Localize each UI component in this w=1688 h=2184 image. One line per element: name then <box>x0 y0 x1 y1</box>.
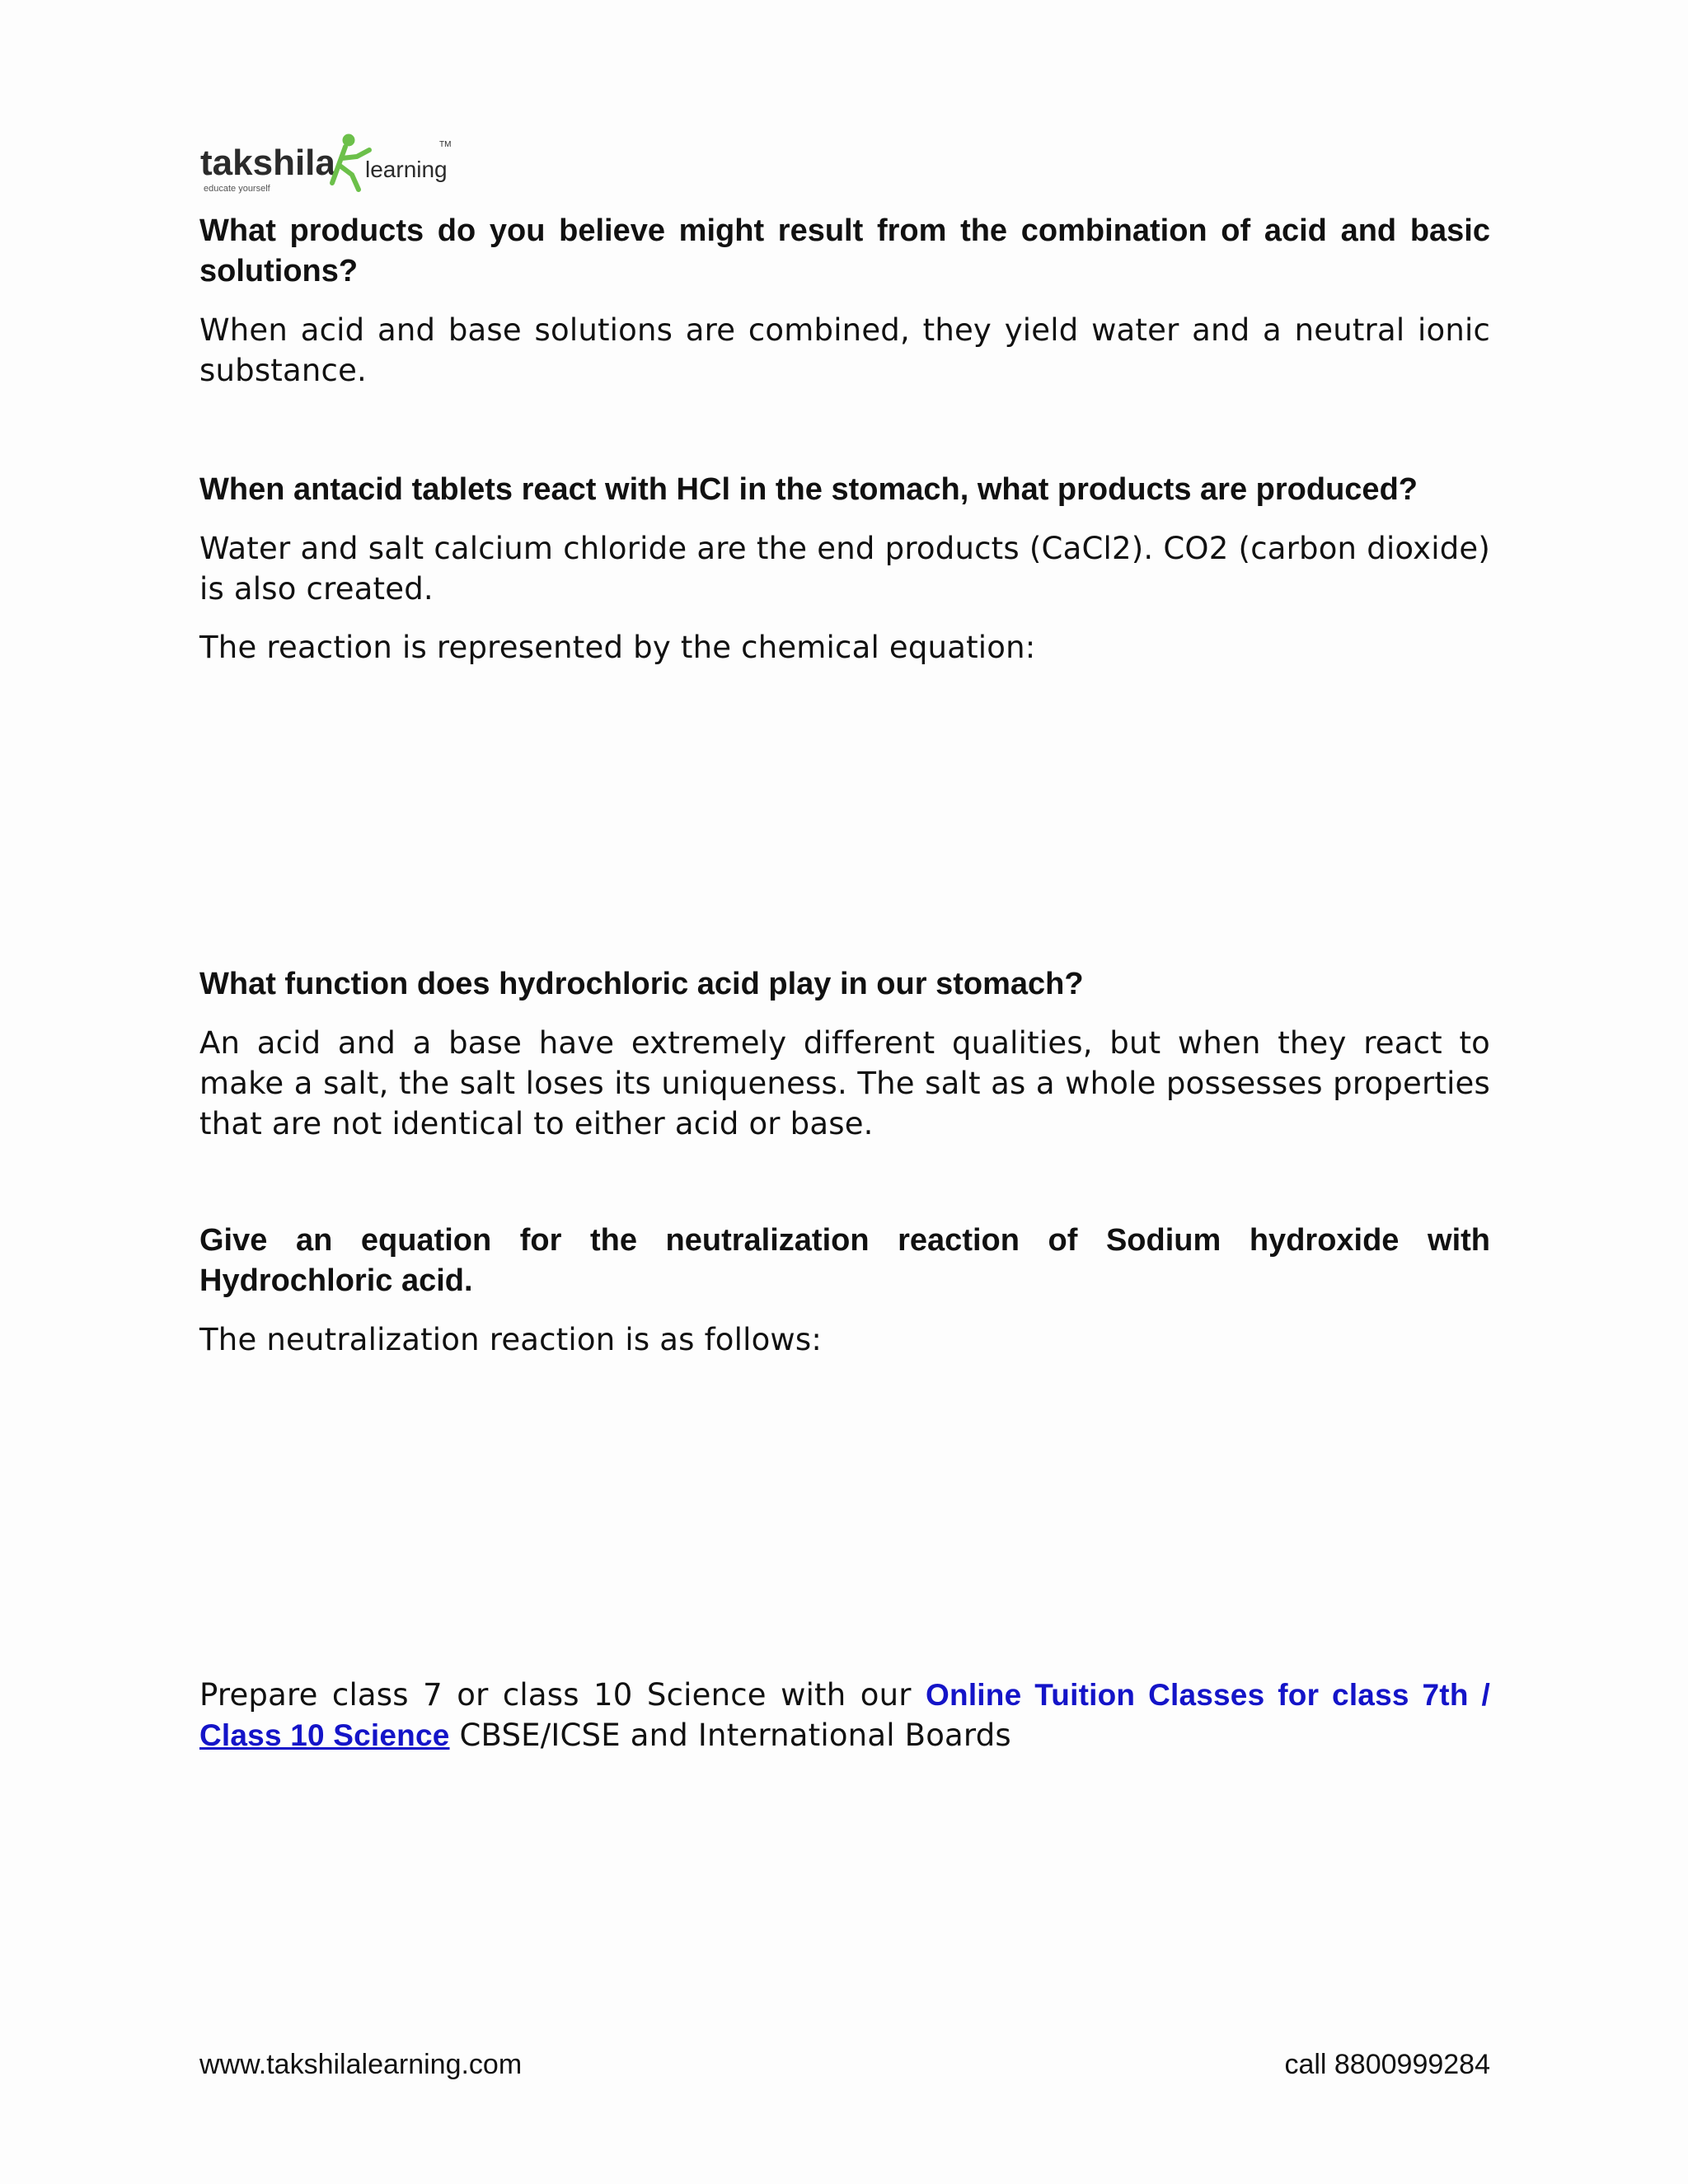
answer-2-paragraph-2: The reaction is represented by the chemical equation: <box>199 630 1036 665</box>
question-4: Give an equation for the neutralization reaction of Sodium hydroxide with Hydrochloric acid. <box>199 1223 1490 1298</box>
promo-block <box>199 1675 1490 1755</box>
footer-phone: call 8800999284 <box>1284 2049 1490 2080</box>
question-1: What products do you believe might result from the combination of acid and basic solutions? <box>199 213 1490 288</box>
svg-text:educate yourself: educate yourself <box>204 184 270 194</box>
question-3: What function does hydrochloric acid play in our stomach? <box>199 967 1084 1001</box>
online-tuition-link[interactable]: Online Tuition Classes for class 7th / <box>926 1678 1490 1712</box>
answer-4: The neutralization reaction is as follows: <box>199 1322 823 1357</box>
answer-2-paragraph-1: Water and salt calcium chloride are the end products (CaCl2). CO2 (carbon dioxide) is also created. <box>199 531 1490 607</box>
promo-prefix: Prepare class 7 or class 10 Science with our <box>199 1677 926 1713</box>
takshila-logo <box>200 132 452 198</box>
answer-1: When acid and base solutions are combined, they yield water and a neutral ionic substance. <box>199 312 1490 388</box>
qa-block-2 <box>199 470 1490 668</box>
svg-text:TM: TM <box>439 140 452 149</box>
qa-block-3 <box>199 964 1490 1144</box>
class-10-science-link[interactable]: Class 10 Science <box>199 1718 450 1752</box>
qa-block-4 <box>199 1221 1490 1360</box>
qa-block-1 <box>199 211 1490 391</box>
promo-paragraph <box>199 1675 1490 1755</box>
takshila-logo-graphic <box>200 132 452 198</box>
runner-figure-icon <box>332 134 369 190</box>
footer-website: www.takshilalearning.com <box>199 2049 523 2080</box>
svg-text:takshila: takshila <box>200 143 335 183</box>
question-2: When antacid tablets react with HCl in the stomach, what products are produced? <box>199 472 1418 507</box>
svg-text:learning: learning <box>365 157 448 182</box>
answer-3: An acid and a base have extremely different qualities, but when they react to make a salt, the salt loses its uniqueness. The salt as a whole possesses properties that are not identical to either acid or base. <box>199 1025 1490 1141</box>
promo-suffix: CBSE/ICSE and International Boards <box>449 1718 1011 1753</box>
